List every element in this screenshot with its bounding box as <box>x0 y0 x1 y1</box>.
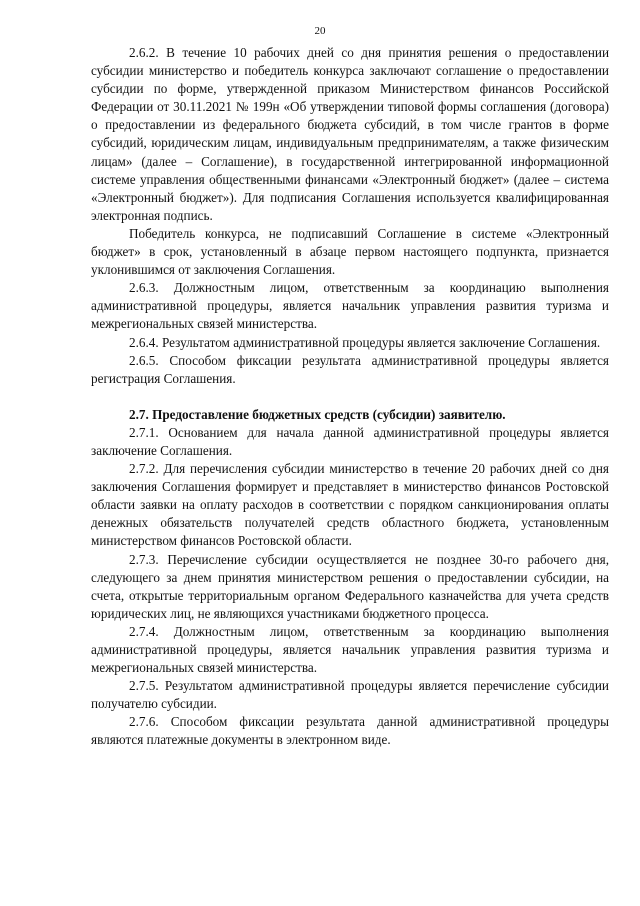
paragraph-2-6-3: 2.6.3. Должностным лицом, ответственным за координацию выполнения административной процедуры, является начальник управления развития туризма и межрегиональных связей министерства. <box>91 280 609 332</box>
paragraph-2-7-5: 2.7.5. Результатом административной процедуры является перечисление субсидии получателю субсидии. <box>91 678 609 712</box>
paragraph-2-7-1: 2.7.1. Основанием для начала данной административной процедуры является заключение Соглашения. <box>91 424 609 458</box>
paragraph-2-6-2-continuation: Победитель конкурса, не подписавший Соглашение в системе «Электронный бюджет» в срок, установленный в абзаце первом настоящего подпункта, признается уклонившимся от заключения Соглашения. <box>91 225 609 278</box>
paragraph-2-7-3: 2.7.3. Перечисление субсидии осуществляется не позднее 30-го рабочего дня, следующего за днем принятия министерством решения о предоставлении субсидии, на счета, открытые территориальным органом Федерального казначейства для учета средств юридических лиц, не являющихся участниками бюджетного процесса. <box>91 551 609 621</box>
paragraph-2-7-6: 2.7.6. Способом фиксации результата данной административной процедуры являются платежные документы в электронном виде. <box>91 714 609 748</box>
paragraph-2-6-2: 2.6.2. В течение 10 рабочих дней со дня принятия решения о предоставлении субсидии министерство и победитель конкурса заключают соглашение о предоставлении субсидии по форме, утвержденной приказом Министерством финансов Российской Федерации от 30.11.2021 № 199н «Об утверждении типовой формы соглашения (договора) о предоставлении из федерального бюджета субсидий, в том числе грантов в форме субсидий, юридическим лицам, индивидуальным предпринимателям, а также физическим лицам» (далее – Соглашение), в государственной интегрированной информационной системе управления общественными финансами «Электронный бюджет» (далее – система «Электронный бюджет»). Для подписания Соглашения используется квалифицированная электронная подпись. <box>91 45 609 223</box>
document-body <box>91 44 609 750</box>
section-heading-2-7: 2.7. Предоставление бюджетных средств (субсидии) заявителю. <box>129 406 506 422</box>
section-spacer <box>91 388 609 406</box>
paragraph-2-6-5: 2.6.5. Способом фиксации результата административной процедуры является регистрация Соглашения. <box>91 352 609 386</box>
paragraph-2-7-4: 2.7.4. Должностным лицом, ответственным за координацию выполнения административной процедуры, является начальник управления развития туризма и межрегиональных связей министерства. <box>91 623 609 676</box>
paragraph-2-7-2: 2.7.2. Для перечисления субсидии министерство в течение 20 рабочих дней со дня заключения Соглашения формирует и представляет в министерство финансов Ростовской области заявки на оплату расходов в соответствии с порядком санкционирования оплаты денежных обязательств получателей средств областного бюджета, установленным министерством финансов Ростовской области. <box>91 461 609 549</box>
paragraph-2-6-4: 2.6.4. Результатом административной процедуры является заключение Соглашения. <box>129 334 601 350</box>
page-number: 20 <box>314 25 326 37</box>
